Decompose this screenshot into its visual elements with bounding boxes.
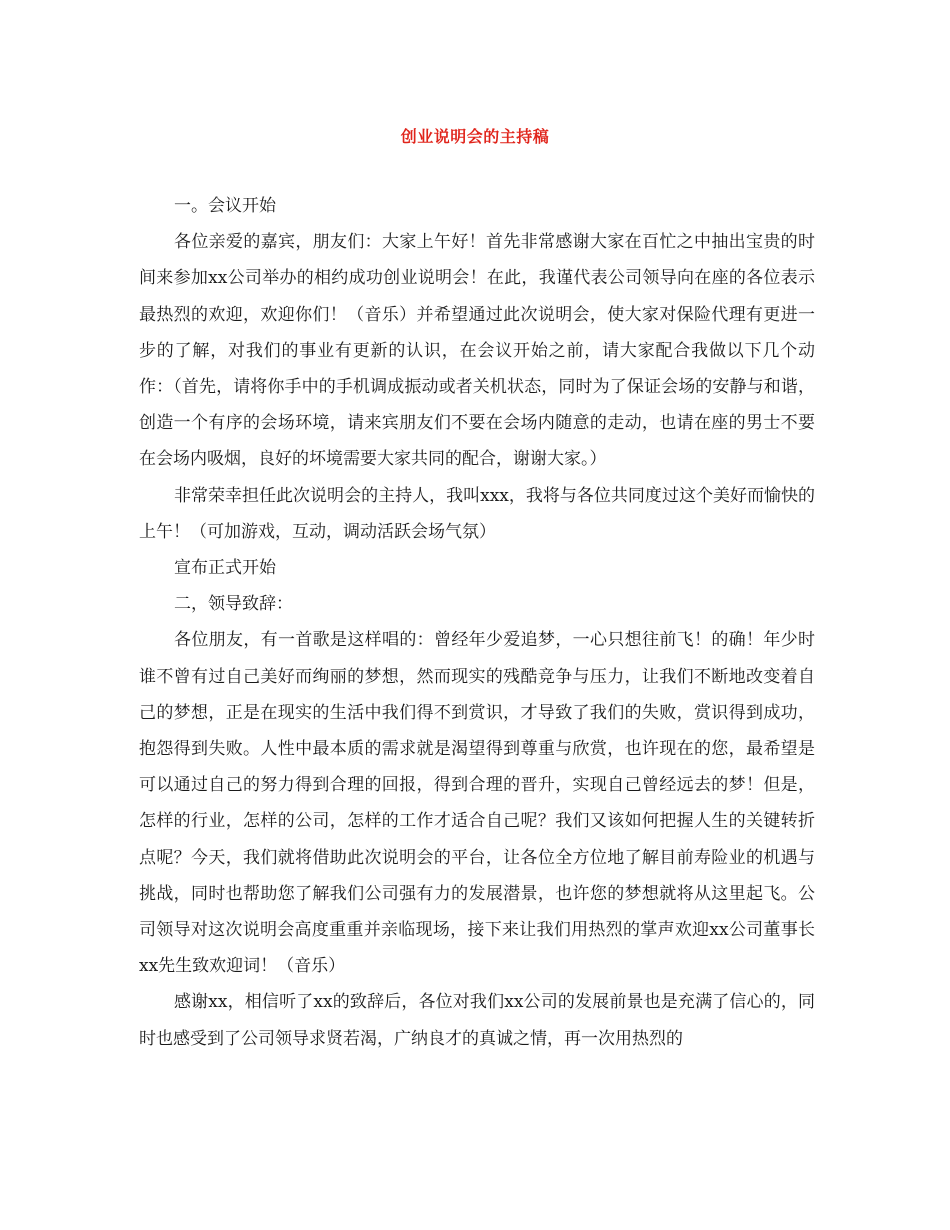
document-title: 创业说明会的主持稿 (400, 127, 550, 146)
paragraph-thanks: 感谢xx，相信听了xx的致辞后，各位对我们xx公司的发展前景也是充满了信心的，同时也感受到了公司领导求贤若渴，广纳良才的真诚之情，再一次用热烈的 (139, 992, 815, 1049)
paragraph-welcome: 各位亲爱的嘉宾，朋友们：大家上午好！首先非常感谢大家在百忙之中抽出宝贵的时间来参加xx公司举办的相约成功创业说明会！在此，我谨代表公司领导向在座的各位表示最热烈的欢迎，欢迎你们！（音乐）并希望通过此次说明会，使大家对保险代理有更进一步的了解，对我们的事业有更新的认识，在会议开始之前，请大家配合我做以下几个动作：（首先，请将你手中的手机调成振动或者关机状态，同时为了保证会场的安静与和谐，创造一个有序的会场环境，请来宾朋友们不要在会场内随意的走动，也请在座的男士不要在会场内吸烟，良好的坏境需要大家共同的配合，谢谢大家。） (139, 232, 815, 470)
paragraph-announce-start: 宣布正式开始 (174, 558, 276, 579)
paragraph-leader-speech: 各位朋友，有一首歌是这样唱的：曾经年少爱追梦，一心只想往前飞！的确！年少时谁不曾有过自己美好而绚丽的梦想，然而现实的残酷竞争与压力，让我们不断地改变着自己的梦想，正是在现实的生活中我们得不到赏识，才导致了我们的失败，赏识得到成功，抱怨得到失败。人性中最本质的需求就是渴望得到尊重与欣赏，也许现在的您，最希望是可以通过自己的努力得到合理的回报，得到合理的晋升，实现自己曾经远去的梦！但是，怎样的行业，怎样的公司，怎样的工作才适合自己呢？我们又该如何把握人生的关键转折点呢？今天，我们就将借助此次说明会的平台，让各位全方位地了解目前寿险业的机遇与挑战，同时也帮助您了解我们公司强有力的发展潜景，也许您的梦想就将从这里起飞。公司领导对这次说明会高度重重并亲临现场，接下来让我们用热烈的掌声欢迎xx公司董事长xx先生致欢迎词！（音乐） (139, 630, 815, 977)
section-heading-leader-speech: 二，领导致辞： (174, 594, 293, 615)
section-heading-meeting-start: 一。会议开始 (174, 196, 276, 216)
document-body (139, 188, 815, 1057)
paragraph-host-intro: 非常荣幸担任此次说明会的主持人，我叫xxx，我将与各位共同度过这个美好而愉快的上午！（可加游戏，互动，调动活跃会场气氛） (139, 485, 815, 542)
